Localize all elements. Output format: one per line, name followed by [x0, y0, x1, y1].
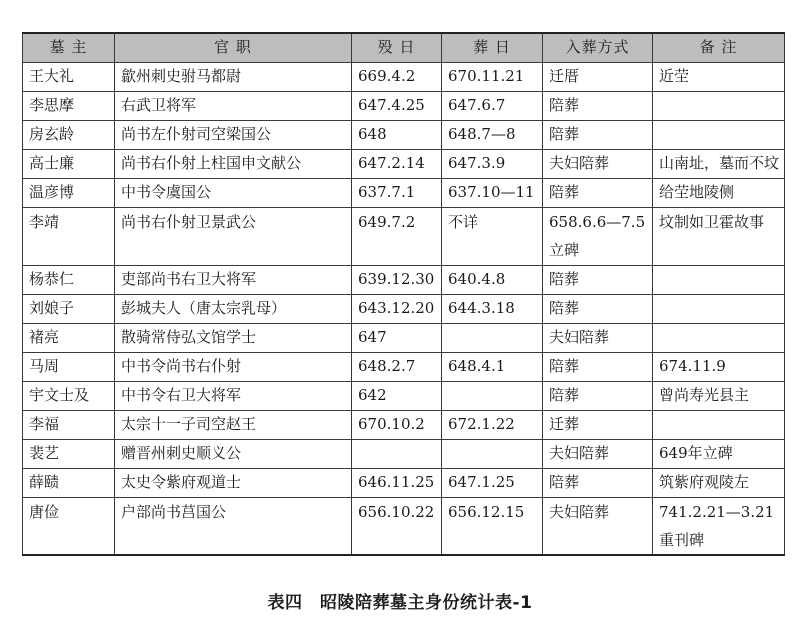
cell-burial-date: 648.4.1 [442, 352, 543, 381]
cell-remarks: 曾尚寿光县主 [653, 381, 785, 410]
cell-remarks: 给茔地陵侧 [653, 178, 785, 207]
table-row [23, 294, 785, 323]
cell-death-date: 647.4.25 [352, 91, 442, 120]
cell-burial-date: 648.7—8 [442, 120, 543, 149]
cell-remarks [653, 91, 785, 120]
cell-remarks [653, 120, 785, 149]
cell-burial-method: 陪葬 [543, 468, 653, 497]
cell-official-post: 中书令右卫大将军 [115, 381, 352, 410]
table-header-row [23, 33, 785, 62]
cell-burial-method: 陪葬 [543, 352, 653, 381]
cell-remarks [653, 323, 785, 352]
cell-tomb-owner: 高士廉 [23, 149, 115, 178]
table-row [23, 62, 785, 91]
cell-burial-method: 夫妇陪葬 [543, 497, 653, 555]
cell-tomb-owner: 李靖 [23, 207, 115, 265]
cell-official-post: 尚书右仆射卫景武公 [115, 207, 352, 265]
cell-official-post: 尚书右仆射上柱国申文献公 [115, 149, 352, 178]
cell-burial-date [442, 323, 543, 352]
table-row [23, 468, 785, 497]
cell-burial-method: 658.6.6—7.5立碑 [543, 207, 653, 265]
table-row [23, 207, 785, 265]
cell-death-date [352, 439, 442, 468]
cell-tomb-owner: 褚亮 [23, 323, 115, 352]
cell-official-post: 彭城夫人（唐太宗乳母） [115, 294, 352, 323]
cell-burial-method: 陪葬 [543, 120, 653, 149]
header-tomb-owner: 墓 主 [23, 33, 115, 62]
table-row [23, 149, 785, 178]
cell-burial-method: 陪葬 [543, 381, 653, 410]
cell-tomb-owner: 李思摩 [23, 91, 115, 120]
cell-burial-date: 647.6.7 [442, 91, 543, 120]
cell-death-date: 669.4.2 [352, 62, 442, 91]
cell-tomb-owner: 宇文士及 [23, 381, 115, 410]
table-row [23, 178, 785, 207]
cell-remarks: 649年立碑 [653, 439, 785, 468]
cell-official-post: 赠晋州刺史顺义公 [115, 439, 352, 468]
cell-burial-method: 迁厝 [543, 62, 653, 91]
cell-burial-method: 夫妇陪葬 [543, 149, 653, 178]
cell-burial-method: 陪葬 [543, 91, 653, 120]
table-row [23, 91, 785, 120]
cell-official-post: 中书令虞国公 [115, 178, 352, 207]
cell-tomb-owner: 杨恭仁 [23, 265, 115, 294]
cell-burial-date [442, 381, 543, 410]
cell-burial-date: 640.4.8 [442, 265, 543, 294]
cell-death-date: 647 [352, 323, 442, 352]
cell-burial-date: 644.3.18 [442, 294, 543, 323]
cell-death-date: 642 [352, 381, 442, 410]
cell-burial-date: 不详 [442, 207, 543, 265]
cell-official-post: 户部尚书莒国公 [115, 497, 352, 555]
cell-burial-method: 陪葬 [543, 265, 653, 294]
cell-tomb-owner: 温彦博 [23, 178, 115, 207]
table-row [23, 352, 785, 381]
cell-death-date: 670.10.2 [352, 410, 442, 439]
header-burial-date: 葬 日 [442, 33, 543, 62]
cell-remarks: 山南址，墓而不坟 [653, 149, 785, 178]
cell-tomb-owner: 裴艺 [23, 439, 115, 468]
table-row [23, 410, 785, 439]
cell-remarks: 近茔 [653, 62, 785, 91]
cell-remarks [653, 410, 785, 439]
cell-official-post: 中书令尚书右仆射 [115, 352, 352, 381]
table-caption: 表四 昭陵陪葬墓主身份统计表-1 [267, 593, 533, 613]
table-row [23, 323, 785, 352]
table-row [23, 439, 785, 468]
cell-remarks: 741.2.21—3.21重刊碑 [653, 497, 785, 555]
cell-official-post: 歙州刺史驸马都尉 [115, 62, 352, 91]
cell-tomb-owner: 薛赜 [23, 468, 115, 497]
cell-burial-date: 637.10—11 [442, 178, 543, 207]
cell-burial-method: 夫妇陪葬 [543, 323, 653, 352]
cell-official-post: 太史令紫府观道士 [115, 468, 352, 497]
cell-tomb-owner: 李福 [23, 410, 115, 439]
cell-remarks [653, 265, 785, 294]
burial-statistics-table [22, 32, 785, 556]
cell-tomb-owner: 刘娘子 [23, 294, 115, 323]
cell-death-date: 643.12.20 [352, 294, 442, 323]
cell-official-post: 右武卫将军 [115, 91, 352, 120]
cell-burial-method: 迁葬 [543, 410, 653, 439]
cell-burial-date: 656.12.15 [442, 497, 543, 555]
table-row [23, 497, 785, 555]
cell-death-date: 647.2.14 [352, 149, 442, 178]
table-row [23, 265, 785, 294]
cell-death-date: 656.10.22 [352, 497, 442, 555]
header-burial-method: 入葬方式 [543, 33, 653, 62]
cell-burial-date: 647.1.25 [442, 468, 543, 497]
header-official-post: 官 职 [115, 33, 352, 62]
cell-official-post: 尚书左仆射司空梁国公 [115, 120, 352, 149]
cell-tomb-owner: 王大礼 [23, 62, 115, 91]
cell-official-post: 吏部尚书右卫大将军 [115, 265, 352, 294]
cell-burial-method: 夫妇陪葬 [543, 439, 653, 468]
cell-death-date: 637.7.1 [352, 178, 442, 207]
header-remarks: 备 注 [653, 33, 785, 62]
cell-death-date: 646.11.25 [352, 468, 442, 497]
header-death-date: 殁 日 [352, 33, 442, 62]
cell-burial-date [442, 439, 543, 468]
cell-burial-method: 陪葬 [543, 178, 653, 207]
cell-death-date: 639.12.30 [352, 265, 442, 294]
cell-remarks [653, 294, 785, 323]
cell-official-post: 散骑常侍弘文馆学士 [115, 323, 352, 352]
cell-tomb-owner: 马周 [23, 352, 115, 381]
cell-tomb-owner: 唐俭 [23, 497, 115, 555]
cell-death-date: 648 [352, 120, 442, 149]
cell-death-date: 648.2.7 [352, 352, 442, 381]
cell-remarks: 筑紫府观陵左 [653, 468, 785, 497]
cell-burial-date: 647.3.9 [442, 149, 543, 178]
cell-remarks: 674.11.9 [653, 352, 785, 381]
cell-tomb-owner: 房玄龄 [23, 120, 115, 149]
cell-burial-date: 670.11.21 [442, 62, 543, 91]
table-row [23, 381, 785, 410]
table-row [23, 120, 785, 149]
cell-remarks: 坟制如卫霍故事 [653, 207, 785, 265]
cell-burial-date: 672.1.22 [442, 410, 543, 439]
cell-death-date: 649.7.2 [352, 207, 442, 265]
cell-official-post: 太宗十一子司空赵王 [115, 410, 352, 439]
cell-burial-method: 陪葬 [543, 294, 653, 323]
